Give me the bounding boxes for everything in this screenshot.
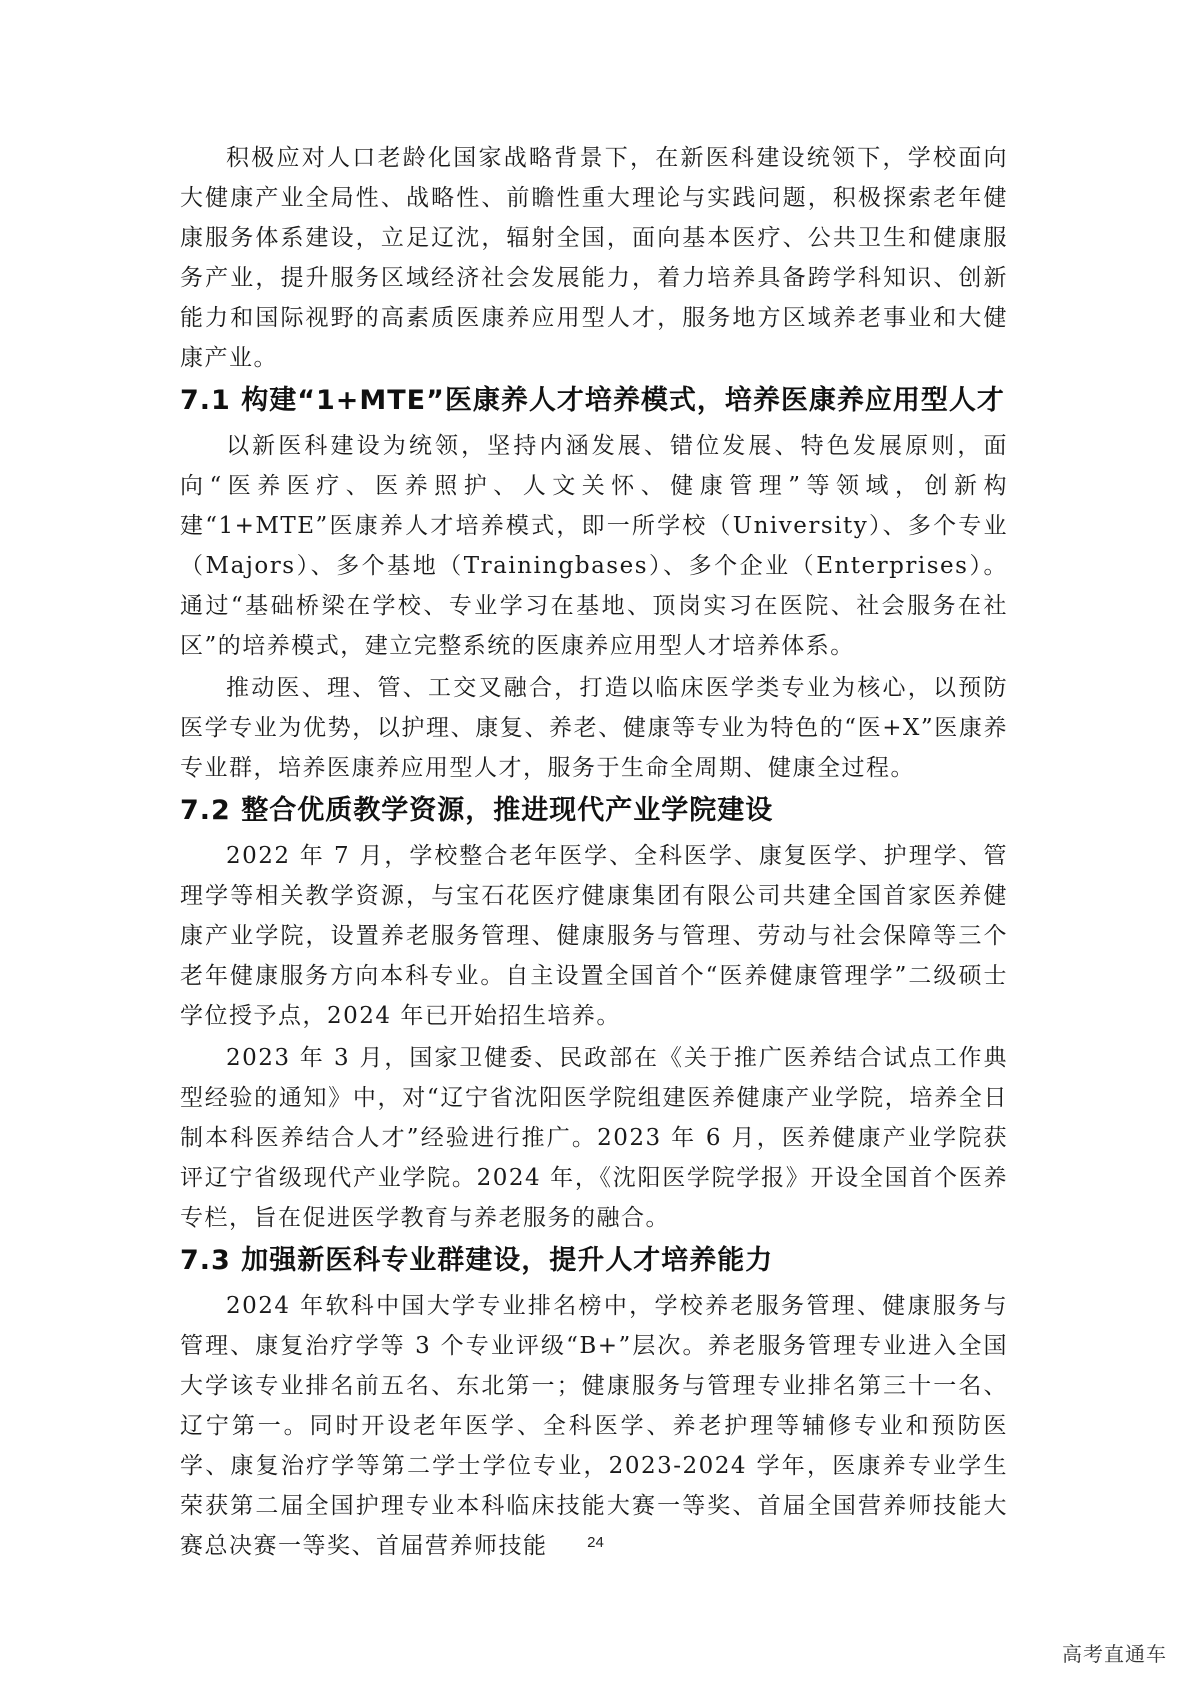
section-7-1-paragraph-1: 以新医科建设为统领，坚持内涵发展、错位发展、特色发展原则，面向“医养医疗、医养照护、人文关怀、健康管理”等领域，创新构建“1+MTE”医康养人才培养模式，即一所学校（University）、多个专业（Majors）、多个基地（Trainingbases）、多个企业（Enterprises）。通过“基础桥梁在学校、专业学习在基地、顶岗实习在医院、社会服务在社区”的培养模式，建立完整系统的医康养应用型人才培养体系。 bbox=[180, 433, 1008, 659]
section-heading-7-1: 7.1 构建“1+MTE”医康养人才培养模式，培养医康养应用型人才 bbox=[180, 385, 1005, 416]
document-body bbox=[180, 138, 1008, 1568]
section-7-2-paragraph-1: 2022 年 7 月，学校整合老年医学、全科医学、康复医学、护理学、管理学等相关教学资源，与宝石花医疗健康集团有限公司共建全国首家医养健康产业学院，设置养老服务管理、健康服务与管理、劳动与社会保障等三个老年健康服务方向本科专业。自主设置全国首个“医养健康管理学”二级硕士学位授予点，2024 年已开始招生培养。 bbox=[180, 843, 1008, 1029]
page-number: 24 bbox=[587, 1534, 604, 1551]
section-7-1-paragraph-2: 推动医、理、管、工交叉融合，打造以临床医学类专业为核心，以预防医学专业为优势，以护理、康复、养老、健康等专业为特色的“医+X”医康养专业群，培养医康养应用型人才，服务于生命全周期、健康全过程。 bbox=[180, 675, 1008, 781]
section-heading-7-3: 7.3 加强新医科专业群建设，提升人才培养能力 bbox=[180, 1245, 774, 1276]
section-heading-7-2: 7.2 整合优质教学资源，推进现代产业学院建设 bbox=[180, 795, 774, 826]
section-7-2-paragraph-2: 2023 年 3 月，国家卫健委、民政部在《关于推广医养结合试点工作典型经验的通知》中，对“辽宁省沈阳医学院组建医养健康产业学院，培养全日制本科医养结合人才”经验进行推广。2023 年 6 月，医养健康产业学院获评辽宁省级现代产业学院。2024 年，《沈阳医学院学报》开设全国首个医养专栏，旨在促进医学教育与养老服务的融合。 bbox=[180, 1045, 1008, 1231]
intro-paragraph: 积极应对人口老龄化国家战略背景下，在新医科建设统领下，学校面向大健康产业全局性、战略性、前瞻性重大理论与实践问题，积极探索老年健康服务体系建设，立足辽沈，辐射全国，面向基本医疗、公共卫生和健康服务产业，提升服务区域经济社会发展能力，着力培养具备跨学科知识、创新能力和国际视野的高素质医康养应用型人才，服务地方区域养老事业和大健康产业。 bbox=[180, 145, 1008, 371]
watermark: 高考直通车 bbox=[1062, 1642, 1167, 1666]
section-7-3-paragraph-1: 2024 年软科中国大学专业排名榜中，学校养老服务管理、健康服务与管理、康复治疗学等 3 个专业评级“B+”层次。养老服务管理专业进入全国大学该专业排名前五名、东北第一；健康服务与管理专业排名第三十一名、辽宁第一。同时开设老年医学、全科医学、养老护理等辅修专业和预防医学、康复治疗学等第二学士学位专业，2023-2024 学年，医康养专业学生荣获第二届全国护理专业本科临床技能大赛一等奖、首届全国营养师技能大赛总决赛一等奖、首届营养师技能 bbox=[180, 1293, 1008, 1559]
